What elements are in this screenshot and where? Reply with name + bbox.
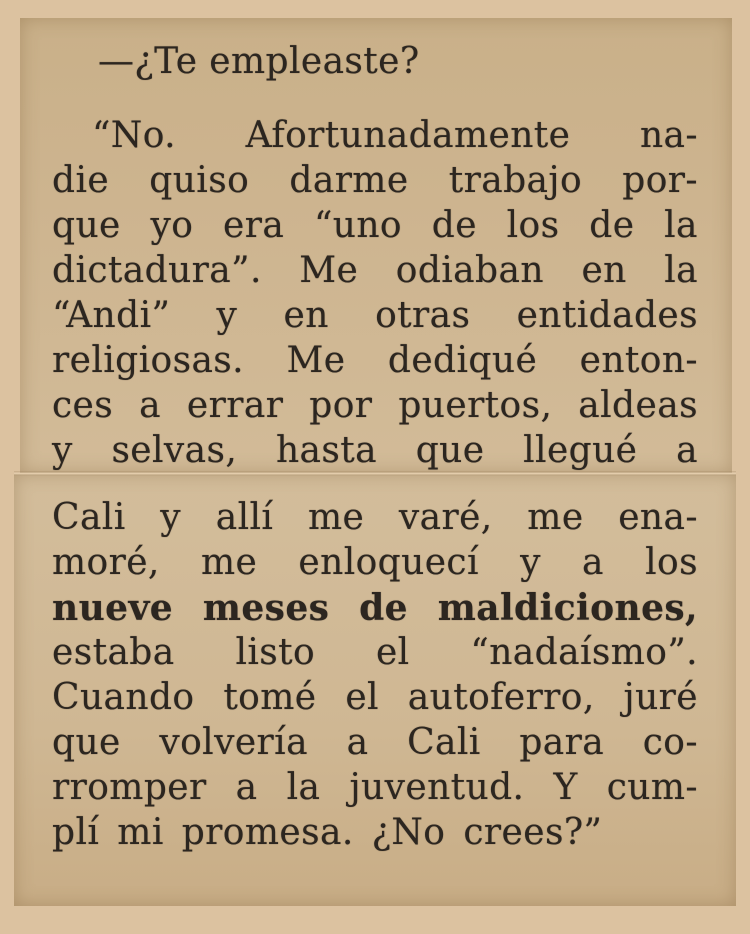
word: entidades [516,295,698,336]
text-line [52,721,698,765]
word: odiaban [395,250,544,291]
text-line [52,429,698,473]
word: “Andi” [52,295,171,336]
word: meses [202,587,330,629]
word: enloquecí [298,542,479,583]
text-line [52,249,698,293]
word: era [223,205,285,246]
word: Afortunadamente [245,115,571,156]
word: la [664,205,698,246]
word: de [359,587,408,629]
word: la [664,250,698,291]
word: me [200,542,258,583]
word: de [431,205,477,246]
word: que [52,722,121,763]
word: juré [623,677,698,718]
word: hasta [275,430,377,471]
text-line [52,766,698,810]
word: a [346,722,369,763]
word: en [581,250,627,291]
word: el [345,677,379,718]
word: Me [299,250,359,291]
word: Cali [52,497,126,538]
word: volvería [159,722,308,763]
word: trabajo [448,160,583,201]
text-line [52,204,698,248]
word: me [527,497,584,538]
text-line [52,384,698,428]
word: estaba [52,632,175,673]
word: co- [642,722,698,763]
word: nueve [52,587,174,629]
word: Cuando [52,677,195,718]
text-line [52,811,698,855]
word: y [52,430,73,471]
word: a [139,385,161,426]
word: por- [622,160,698,201]
dialogue-question: —¿Te empleaste? [98,41,420,82]
word: varé, [398,497,493,538]
word: para [519,722,605,763]
word: la [286,767,321,808]
text-line [52,339,698,383]
word: dediqué [387,340,538,381]
word: ¿No [371,812,446,853]
word: autoferro, [407,677,595,718]
word: de [589,205,635,246]
word: juventud. [349,767,525,808]
word: y [520,542,541,583]
word: promesa. [181,812,354,853]
word: crees?” [463,812,603,853]
word: “No. [92,115,176,156]
word: cum- [606,767,698,808]
word: otras [375,295,471,336]
word: Cali [407,722,481,763]
word: tomé [223,677,317,718]
word: errar [186,385,284,426]
word: y [160,497,182,538]
word: allí [215,497,274,538]
word: los [645,542,698,583]
word: rromper [52,767,207,808]
word: los [506,205,560,246]
word: maldiciones, [437,587,698,629]
word: enton- [579,340,698,381]
word: que [415,430,485,471]
word: en [283,295,329,336]
word: plí [52,812,100,853]
word: a [676,430,698,471]
word: que [52,205,121,246]
word: a [235,767,258,808]
word: yo [150,205,194,246]
word: religiosas. [52,340,245,381]
word: llegué [523,430,638,471]
text-line [52,631,698,675]
word: ena- [618,497,698,538]
word: mi [117,812,164,853]
word: por [309,385,373,426]
word: quiso [149,160,250,201]
text-line [52,294,698,338]
word: y [216,295,238,336]
word: listo [235,632,316,673]
word: a [582,542,604,583]
word: darme [289,160,409,201]
text-line [52,676,698,720]
word: moré, [52,542,160,583]
word: “nadaísmo”. [470,632,698,673]
text-line [92,114,698,158]
word: aldeas [578,385,698,426]
word: “uno [313,205,403,246]
text-line [52,496,698,540]
text-line [52,586,698,630]
word: dictadura”. [52,250,262,291]
word: die [52,160,110,201]
text-line [52,541,698,585]
word: ces [52,385,114,426]
word: na- [639,115,698,156]
word: me [307,497,365,538]
text-line [52,159,698,203]
word: el [375,632,410,673]
word: Y [553,767,578,808]
word: puertos, [398,385,553,426]
word: Me [286,340,346,381]
word: selvas, [111,430,238,471]
